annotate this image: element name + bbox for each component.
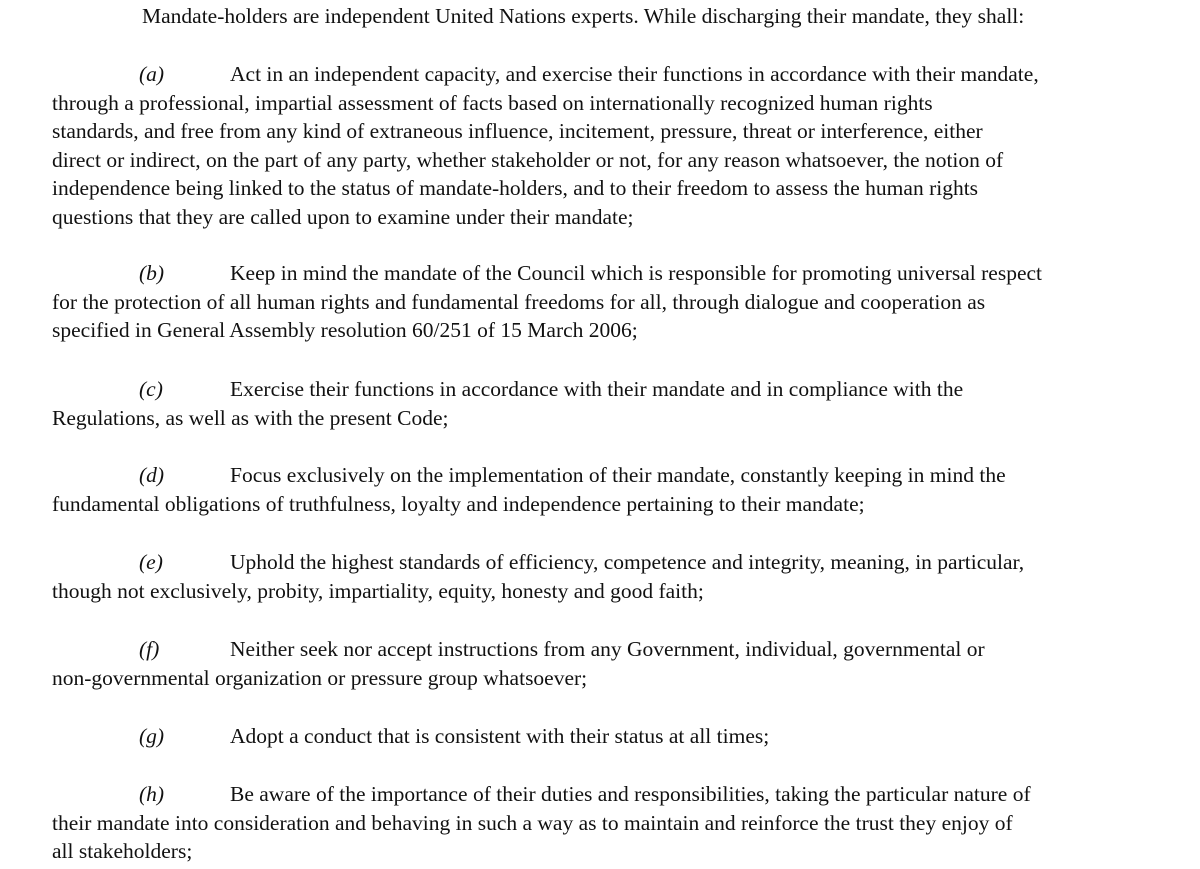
item-text: Uphold the highest standards of efficiency, competence and integrity, meaning, in particular, — [230, 550, 1025, 574]
item-text: all stakeholders; — [52, 839, 193, 864]
intro-paragraph: Mandate-holders are independent United Nations experts. While discharging their mandate, they shall: — [142, 4, 1025, 28]
item-paragraph — [52, 259, 1162, 345]
item-label: (d) — [139, 463, 165, 487]
list-item — [52, 461, 1162, 518]
item-text: direct or indirect, on the part of any party, whether stakeholder or not, for any reason whatsoever, the notion of — [52, 147, 1004, 172]
item-text: independence being linked to the status of mandate-holders, and to their freedom to assess the human rights — [52, 176, 979, 201]
item-text: Be aware of the importance of their duties and responsibilities, taking the particular nature of — [230, 782, 1031, 806]
item-paragraph — [52, 60, 1162, 232]
list-item — [52, 375, 1162, 432]
item-text: Neither seek nor accept instructions from any Government, individual, governmental or — [230, 637, 985, 661]
list-item — [52, 780, 1162, 866]
item-label: (g) — [139, 724, 165, 748]
item-text: questions that they are called upon to examine under their mandate; — [52, 204, 634, 229]
list-item — [52, 722, 1162, 751]
item-text: Adopt a conduct that is consistent with their status at all times; — [230, 724, 770, 748]
list-item — [52, 548, 1162, 605]
item-text: standards, and free from any kind of extraneous influence, incitement, pressure, threat or interference, either — [52, 119, 983, 144]
item-paragraph — [52, 548, 1162, 605]
item-paragraph — [52, 375, 1162, 432]
item-text: for the protection of all human rights and fundamental freedoms for all, through dialogue and cooperation as — [52, 289, 986, 314]
item-label: (a) — [139, 62, 165, 86]
item-label: (h) — [139, 782, 165, 806]
item-label: (f) — [139, 637, 160, 661]
item-text: non-governmental organization or pressure group whatsoever; — [52, 665, 588, 690]
item-text: Exercise their functions in accordance with their mandate and in compliance with the — [230, 377, 964, 401]
item-paragraph — [52, 780, 1162, 866]
item-paragraph — [52, 635, 1162, 692]
item-text: Keep in mind the mandate of the Council which is responsible for promoting universal respect — [230, 261, 1043, 285]
item-text: their mandate into consideration and behaving in such a way as to maintain and reinforce the trust they enjoy of — [52, 810, 1013, 835]
item-label: (b) — [139, 261, 165, 285]
item-paragraph — [52, 461, 1162, 518]
item-text: Regulations, as well as with the present Code; — [52, 405, 449, 430]
item-label: (e) — [139, 550, 163, 574]
item-text: specified in General Assembly resolution 60/251 of 15 March 2006; — [52, 318, 638, 343]
item-paragraph — [52, 722, 1162, 751]
item-text: fundamental obligations of truthfulness, loyalty and independence pertaining to their mandate; — [52, 491, 865, 516]
item-text: through a professional, impartial assessment of facts based on internationally recognized human rights — [52, 90, 933, 115]
item-text: Act in an independent capacity, and exercise their functions in accordance with their mandate, — [230, 62, 1039, 86]
item-text: though not exclusively, probity, impartiality, equity, honesty and good faith; — [52, 578, 704, 603]
list-item — [52, 60, 1162, 232]
item-text: Focus exclusively on the implementation of their mandate, constantly keeping in mind the — [230, 463, 1006, 487]
item-label: (c) — [139, 377, 163, 401]
list-item — [52, 259, 1162, 345]
list-item — [52, 635, 1162, 692]
